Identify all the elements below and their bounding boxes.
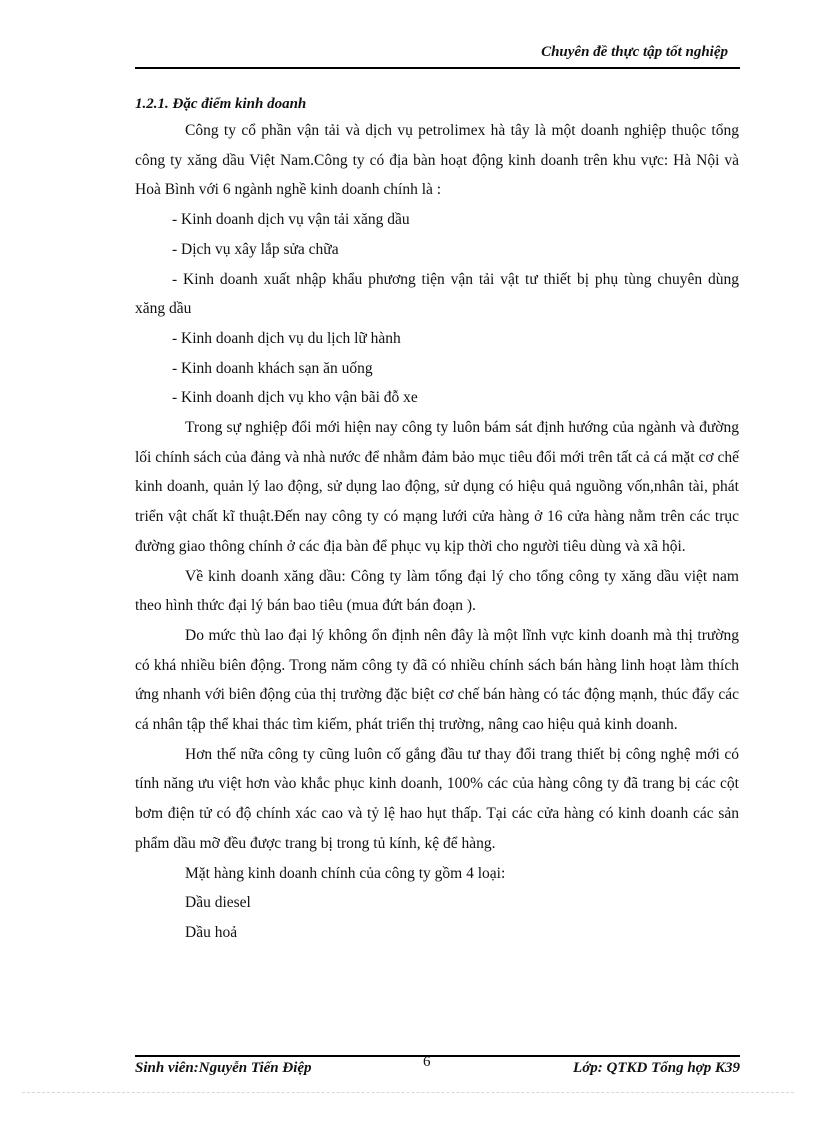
product-item: Dầu hoả (185, 923, 238, 941)
page-edge-divider (22, 1092, 794, 1093)
body-paragraph: Hơn thế nữa công ty cũng luôn cố gắng đầu tư thay đổi trang thiết bị công nghệ mới có tính năng ưu việt hơn vào khắc phục kinh doanh, 100% các của hàng công ty đã trang bị các cột bơm điện tử có độ chính xác cao và tỷ lệ hao hụt thấp. Tại các cửa hàng có kinh doanh các sản phẩm dầu mỡ đều được trang bị trong tủ kính, kệ để hàng. (135, 745, 739, 852)
intro-paragraph: Công ty cổ phần vận tải và dịch vụ petrolimex hà tây là một doanh nghiệp thuộc tổng công ty xăng dầu Việt Nam.Công ty có địa bàn hoạt động kinh doanh trên khu vực: Hà Nội và Hoà Bình với 6 ngành nghề kinh doanh chính là : (135, 122, 739, 199)
footer-class-name: Lớp: QTKD Tổng hợp K39 (573, 1060, 740, 1076)
business-line-item: - Kinh doanh dịch vụ du lịch lữ hành (172, 329, 401, 347)
body-paragraph: Về kinh doanh xăng dầu: Công ty làm tổng đại lý cho tổng công ty xăng dầu việt nam theo hình thức đại lý bán bao tiêu (mua đứt bán đoạn ). (135, 567, 739, 615)
section-heading: 1.2.1. Đặc điểm kinh doanh (135, 96, 307, 112)
product-item: Dầu diesel (185, 894, 251, 912)
document-body (135, 92, 739, 948)
products-intro: Mặt hàng kinh doanh chính của công ty gồm 4 loại: (185, 864, 506, 882)
business-line-item: - Kinh doanh khách sạn ăn uống (172, 359, 373, 377)
header-title: Chuyên đề thực tập tốt nghiệp (541, 44, 728, 60)
footer-student-name: Sinh viên:Nguyễn Tiến Điệp (135, 1060, 312, 1076)
business-line-item: - Dịch vụ xây lắp sửa chữa (172, 240, 339, 258)
body-paragraph: Trong sự nghiệp đổi mới hiện nay công ty luôn bám sát định hướng của ngành và đường lối chính sách của đảng và nhà nước để nhằm đảm bảo mục tiêu đổi mới trên tất cả cá mặt cơ chế kinh doanh, quản lý lao động, sử dụng lao động, sử dụng có hiệu quả nguồng vốn,nhân tài, phát triển vật chất kĩ thuật.Đến nay công ty có mạng lưới cửa hàng ở 16 cửa hàng nằm trên các trục đường giao thông chính ở các địa bàn để phục vụ kịp thời cho người tiêu dùng và xã hội. (135, 419, 739, 555)
page-number: 6 (423, 1054, 431, 1070)
business-line-item: - Kinh doanh xuất nhập khẩu phương tiện vận tải vật tư thiết bị phụ tùng chuyên dùng xăng dầu (135, 270, 739, 318)
business-line-item: - Kinh doanh dịch vụ vận tải xăng dầu (172, 211, 410, 229)
footer-divider (135, 1055, 740, 1057)
business-line-item: - Kinh doanh dịch vụ kho vận bãi đỗ xe (172, 389, 418, 407)
header-divider (135, 67, 740, 69)
body-paragraph: Do mức thù lao đại lý không ổn định nên đây là một lĩnh vực kinh doanh mà thị trường có khá nhiều biên động. Trong năm công ty đã có nhiều chính sách bán hàng linh hoạt làm thích ứng nhanh với biên động của thị trường đặc biệt cơ chế bán hàng có tác động mạnh, thúc đẩy các cá nhân tập thể khai thác tìm kiếm, phát triển thị trường, nâng cao hiệu quả kinh doanh. (135, 626, 739, 734)
